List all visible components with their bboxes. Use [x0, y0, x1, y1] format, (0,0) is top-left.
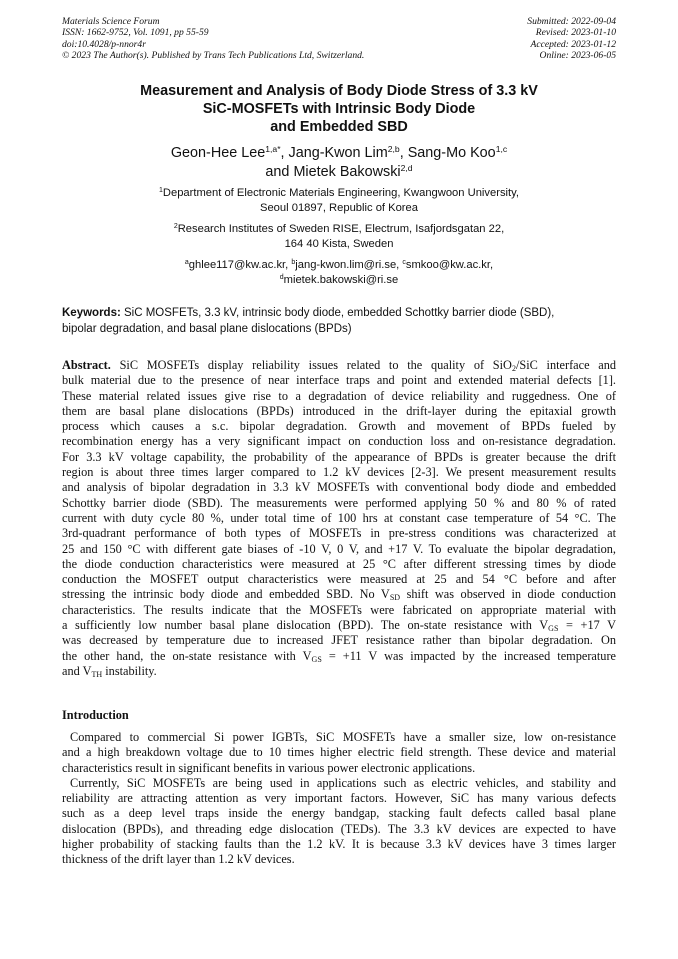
affiliation-1 — [62, 186, 616, 215]
abstract-text: stressing the intrinsic body diode and embedded SBD. No V — [62, 587, 390, 602]
issn-line: ISSN: 1662-9752, Vol. 1091, pp 55-59 — [62, 27, 209, 39]
abstract-line: 3rd-quadrant performance of both types of MOSFETs in pre-stress conditions was characterized at — [62, 526, 616, 541]
abstract-line: process which causes a s.c. bipolar degradation. Growth and movement of BPDs fueled by — [62, 419, 616, 434]
abstract-text: shift was observed in diode conduction — [406, 587, 616, 602]
email-mark: c — [402, 259, 406, 266]
email-mark: a — [184, 259, 189, 266]
abstract-line: recombination energy has a very significant impact on conduction loss and on-resistance degradation. — [62, 434, 616, 449]
keywords-label: Keywords: — [62, 307, 121, 319]
author-name: Sang-Mo Koo — [407, 145, 496, 161]
intro-line: characteristics result in significant benefits in various power electronic applications. — [62, 760, 476, 775]
abstract-text: /SiC interface and — [515, 358, 617, 372]
journal-name: Materials Science Forum — [62, 16, 160, 27]
online-date: Online: 2023-06-05 — [539, 50, 616, 62]
abstract-section — [62, 358, 616, 679]
author-affiliation-mark: 2,d — [400, 163, 413, 173]
intro-line: such as a deep level traps inside the energy bandgap, stacking fault defects called basal plane — [62, 806, 616, 821]
abstract-text: = +11 V was impacted by the increased temperature — [328, 648, 616, 663]
keywords-text: SiC MOSFETs, 3.3 kV, intrinsic body diode, embedded Schottky barrier diode (SBD), — [124, 307, 555, 319]
keywords-text: bipolar degradation, and basal plane dislocations (BPDs) — [62, 322, 352, 335]
submitted-date: Submitted: 2022-09-04 — [527, 16, 616, 27]
abstract-line: bulk material due to the presence of near interface traps and point and extended material defects [1]. — [62, 373, 616, 388]
affiliation-text: Seoul 01897, Republic of Korea — [260, 201, 418, 214]
author-name: Geon-Hee Lee — [170, 145, 266, 161]
intro-line: higher probability of stacking faults than the 1.2 kV. It is because 3.3 kV devices have 3 times larger — [62, 837, 616, 852]
abstract-line: region is about three times larger compared to 1.2 kV devices [2-3]. We present measurement results — [62, 465, 616, 480]
intro-line: reliability are attracting attention as very important factors. However, SiC has many various defects — [62, 791, 616, 806]
email-address[interactable]: jang-kwon.lim@ri.se, — [295, 259, 400, 271]
accepted-date: Accepted: 2023-01-12 — [530, 38, 616, 50]
affiliation-2 — [62, 222, 616, 251]
abstract-text: SiC MOSFETs display reliability issues related to the quality of SiO — [119, 358, 512, 372]
publication-info — [62, 16, 364, 62]
abstract-line: the diode conduction characteristics were measured at 25 °C after different stressing times by diode — [62, 556, 616, 571]
abstract-line: was decreased by temperature due to increased JFET resistance rather than bipolar degradation. On — [62, 633, 616, 648]
subscript: GS — [311, 654, 322, 664]
intro-line: Currently, SiC MOSFETs are being used in applications such as electric vehicles, and stability and — [70, 775, 616, 790]
abstract-line: 25 and 150 °C with different gate biases of -10 V, 0 V, and +17 V. To evaluate the bipolar degradation, — [62, 541, 616, 556]
abstract-line: them are basal plane dislocations (BPDs) introduced in the drift-layer during the epitaxial growth — [62, 403, 616, 418]
abstract-line: characteristics. The results indicate that the MOSFETs were fabricated on appropriate material with — [62, 602, 616, 617]
email-mark: d — [279, 273, 284, 281]
intro-line: dislocation (BPDs), and threading edge dislocation (TEDs). The 3.3 kV devices are expected to have — [62, 821, 616, 836]
abstract-label: Abstract. — [62, 358, 111, 372]
subscript: GS — [548, 624, 559, 634]
abstract-text: instability. — [105, 663, 157, 678]
author-affiliation-mark: 1,c — [495, 144, 508, 154]
copyright-line: © 2023 The Author(s). Published by Trans Tech Publications Ltd, Switzerland. — [62, 50, 365, 62]
author-name: Jang-Kwon Lim — [288, 145, 388, 161]
title-line: and Embedded SBD — [270, 119, 408, 135]
author-affiliation-mark: 1,a* — [265, 144, 281, 154]
author-affiliation-mark: 2,b — [387, 144, 400, 154]
email-address[interactable]: smkoo@kw.ac.kr, — [405, 259, 494, 271]
title-line: Measurement and Analysis of Body Diode Stress of 3.3 kV — [140, 83, 538, 99]
section-heading-introduction: Introduction — [62, 708, 129, 722]
intro-line: and a high breakdown voltage due to 10 times higher electric field strength. These device and material — [62, 745, 616, 760]
revised-date: Revised: 2023-01-10 — [535, 27, 616, 39]
abstract-text: a sufficiently low number basal plane dislocation (BPD). The on-state resistance with V — [62, 618, 549, 633]
affiliation-text: Department of Electronic Materials Engineering, Kwangwoon University, — [162, 187, 519, 199]
subscript: 2 — [511, 364, 516, 373]
paper-title — [62, 82, 616, 136]
abstract-text: the other hand, the on-state resistance with V — [62, 648, 312, 663]
author-name: Mietek Bakowski — [293, 164, 401, 180]
author-emails — [62, 258, 616, 287]
introduction-section — [62, 730, 616, 868]
abstract-line: current with duty cycle 80 %, under total time of 100 hrs at constant case temperature of 54 °C. The — [62, 510, 616, 525]
email-address[interactable]: ghlee117@kw.ac.kr, — [188, 259, 289, 271]
author-conjunction: and — [265, 164, 290, 180]
abstract-line: conduction the MOSFET output characteristics were measured at 25 and 54 °C before and after — [62, 572, 616, 587]
subscript: TH — [91, 669, 103, 679]
abstract-line: and analysis of bipolar degradation in 3.3 kV MOSFETs with conventional body diode and embedded — [62, 480, 616, 495]
affiliation-mark: 2 — [173, 223, 178, 230]
author-list: Geon-Hee Lee$^{1,a*}$, Jang-Kwon Lim$^{2,b}$, Sang-Mo Koo$^{1,c}$ and Mietek Bakowski$^{2,d}$ — [170, 144, 508, 180]
title-line: SiC-MOSFETs with Intrinsic Body Diode — [202, 101, 476, 117]
subscript: SD — [389, 593, 401, 603]
email-address[interactable]: mietek.bakowski@ri.se — [283, 273, 399, 286]
doi-line: doi:10.4028/p-nnor4r — [62, 38, 146, 50]
intro-line: Compared to commercial Si power IGBTs, SiC MOSFETs have a smaller size, low on-resistance — [70, 730, 616, 744]
abstract-line: For 3.3 kV voltage capability, the probability of the appearance of BPDs is greater because the drift — [62, 449, 616, 464]
abstract-text: = +17 V — [566, 618, 617, 633]
abstract-line: Schottky barrier diode (SBD). The measurements were performed applying 50 % and 80 % of rated — [62, 495, 616, 510]
email-mark: b — [291, 259, 296, 266]
abstract-line: These material related issues give rise to a degradation of device reliability and ruggedness. One of — [62, 388, 616, 403]
abstract-text: and V — [62, 663, 92, 678]
affiliation-text: Research Institutes of Sweden RISE, Electrum, Isafjordsgatan 22, — [177, 223, 505, 235]
date-info — [527, 16, 616, 62]
intro-line: thickness of the drift layer than 1.2 kV devices. — [62, 852, 295, 867]
affiliation-text: 164 40 Kista, Sweden — [284, 237, 394, 250]
keywords-section — [62, 306, 616, 337]
affiliation-mark: 1 — [159, 187, 163, 194]
